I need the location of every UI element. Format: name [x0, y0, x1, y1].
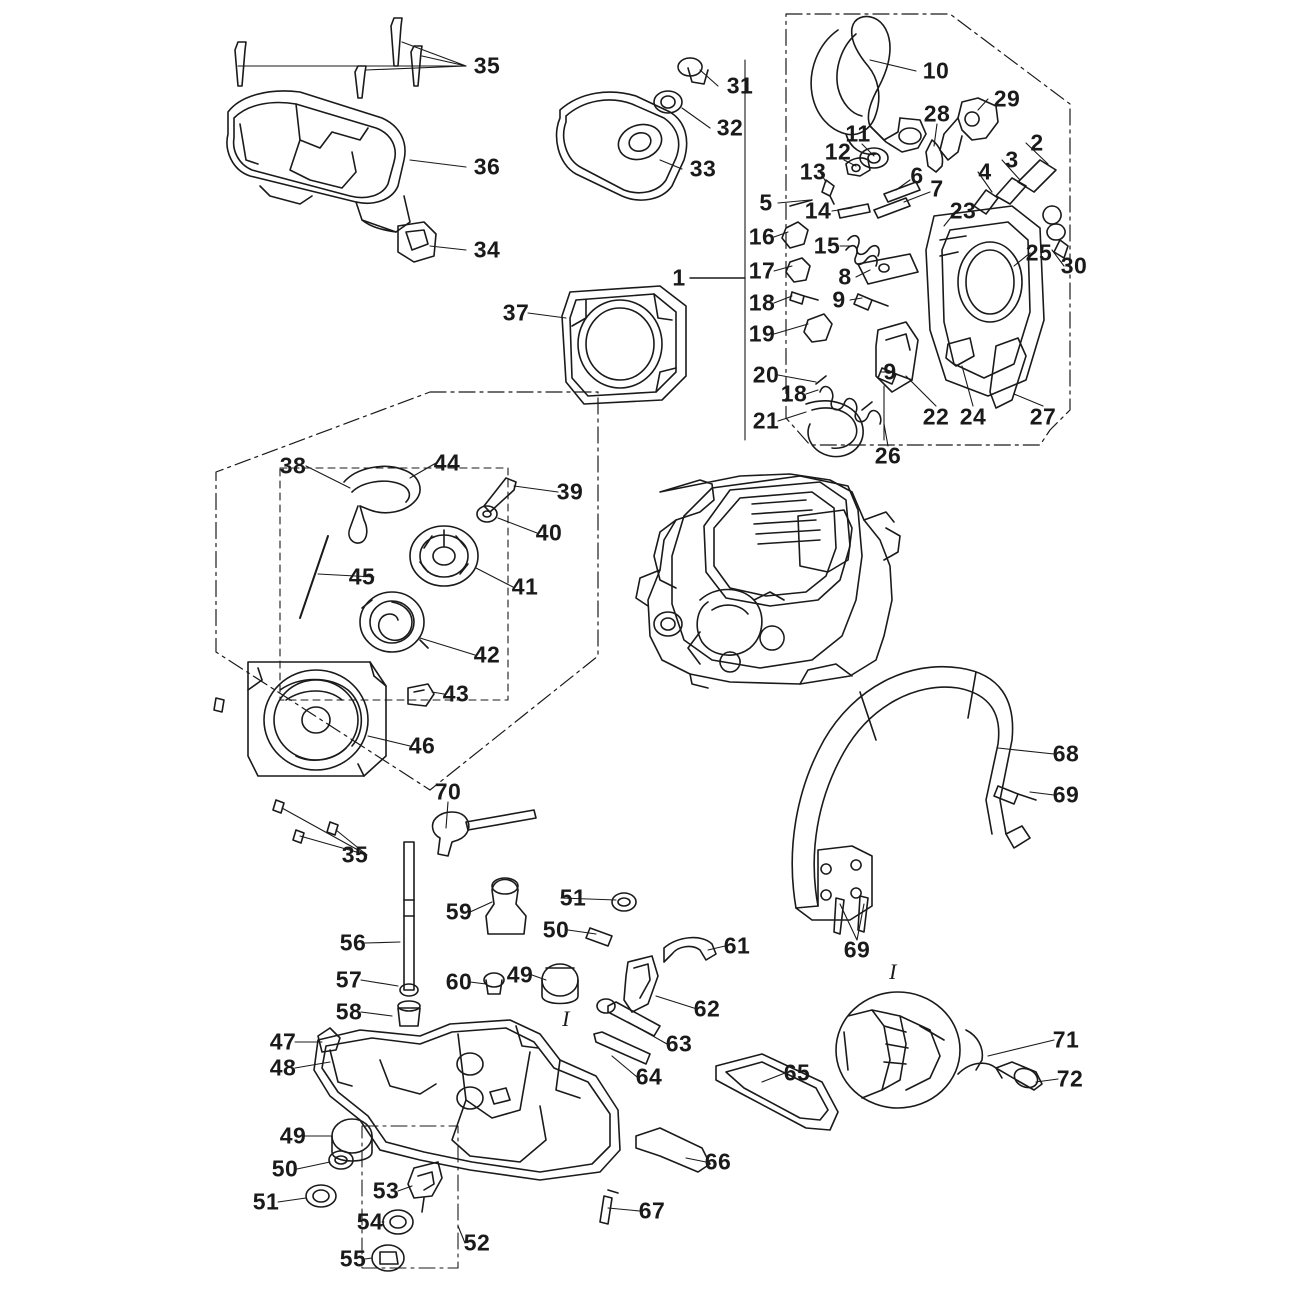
part-callout-27: 27: [1029, 403, 1057, 430]
part-callout-24: 24: [959, 403, 987, 430]
part-callout-6: 6: [910, 162, 924, 189]
part-callout-7: 7: [930, 175, 944, 202]
part-callout-41: 41: [511, 573, 539, 600]
part-callout-11: 11: [845, 120, 871, 147]
part-callout-3: 3: [1005, 146, 1019, 173]
part-callout-38: 38: [279, 452, 307, 479]
part-callout-61: 61: [723, 932, 751, 959]
part-callout-33: 33: [689, 155, 717, 182]
part-callout-64: 64: [635, 1063, 663, 1090]
part-callout-20: 20: [752, 361, 780, 388]
part-callout-17: 17: [748, 257, 776, 284]
part-callout-36: 36: [473, 153, 501, 180]
part-callout-25: 25: [1025, 239, 1053, 266]
part-callout-18: 18: [780, 380, 808, 407]
part-callout-23: 23: [949, 197, 977, 224]
part-callout-9: 9: [883, 358, 897, 385]
part-callout-62: 62: [693, 995, 721, 1022]
part-callout-58: 58: [335, 998, 363, 1025]
part-callout-22: 22: [922, 403, 950, 430]
part-callout-1: 1: [672, 264, 686, 291]
part-callout-50: 50: [542, 916, 570, 943]
part-callout-60: 60: [445, 968, 473, 995]
part-callout-72: 72: [1056, 1065, 1084, 1092]
part-callout-32: 32: [716, 114, 744, 141]
part-callout-34: 34: [473, 236, 501, 263]
part-callout-56: 56: [339, 929, 367, 956]
part-callout-29: 29: [993, 85, 1021, 112]
part-callout-8: 8: [838, 263, 852, 290]
part-callout-46: 46: [408, 732, 436, 759]
part-callout-14: 14: [804, 197, 832, 224]
part-callout-12: 12: [824, 138, 852, 165]
part-callout-53: 53: [372, 1177, 400, 1204]
part-callout-70: 70: [434, 778, 462, 805]
part-callout-2: 2: [1030, 129, 1044, 156]
part-callout-13: 13: [799, 158, 827, 185]
part-callout-45: 45: [348, 563, 376, 590]
part-callout-43: 43: [442, 680, 470, 707]
part-callout-49: 49: [506, 961, 534, 988]
part-callout-5: 5: [759, 189, 773, 216]
part-callout-39: 39: [556, 478, 584, 505]
part-callout-I: I: [562, 1006, 570, 1031]
part-callout-65: 65: [783, 1059, 811, 1086]
part-callout-18: 18: [748, 289, 776, 316]
part-callout-47: 47: [269, 1028, 297, 1055]
part-callout-69: 69: [1052, 781, 1080, 808]
part-callout-71: 71: [1052, 1026, 1080, 1053]
part-callout-67: 67: [638, 1197, 666, 1224]
part-callout-44: 44: [433, 449, 461, 476]
part-callout-15: 15: [813, 232, 841, 259]
part-callout-42: 42: [473, 641, 501, 668]
part-callout-10: 10: [922, 57, 950, 84]
part-callout-19: 19: [748, 320, 776, 347]
part-callout-52: 52: [463, 1229, 491, 1256]
part-callout-21: 21: [752, 407, 780, 434]
part-callout-28: 28: [923, 100, 951, 127]
part-callout-66: 66: [704, 1148, 732, 1175]
part-callout-49: 49: [279, 1122, 307, 1149]
part-callout-40: 40: [535, 519, 563, 546]
part-callout-63: 63: [665, 1030, 693, 1057]
part-callout-26: 26: [874, 442, 902, 469]
part-callout-48: 48: [269, 1054, 297, 1081]
part-callout-54: 54: [356, 1208, 384, 1235]
part-callout-30: 30: [1060, 252, 1088, 279]
part-callout-35: 35: [341, 841, 369, 868]
part-callout-16: 16: [748, 223, 776, 250]
part-callout-51: 51: [559, 884, 587, 911]
part-callout-I: I: [889, 959, 897, 984]
part-callout-35: 35: [473, 52, 501, 79]
part-callout-9: 9: [832, 286, 846, 313]
part-callout-59: 59: [445, 898, 473, 925]
part-callout-50: 50: [271, 1155, 299, 1182]
part-callout-31: 31: [726, 72, 754, 99]
part-callout-57: 57: [335, 966, 363, 993]
part-callout-4: 4: [978, 158, 992, 185]
part-callout-51: 51: [252, 1188, 280, 1215]
part-callout-37: 37: [502, 299, 530, 326]
part-callout-55: 55: [339, 1245, 367, 1272]
part-callout-69: 69: [843, 936, 871, 963]
part-callout-68: 68: [1052, 740, 1080, 767]
